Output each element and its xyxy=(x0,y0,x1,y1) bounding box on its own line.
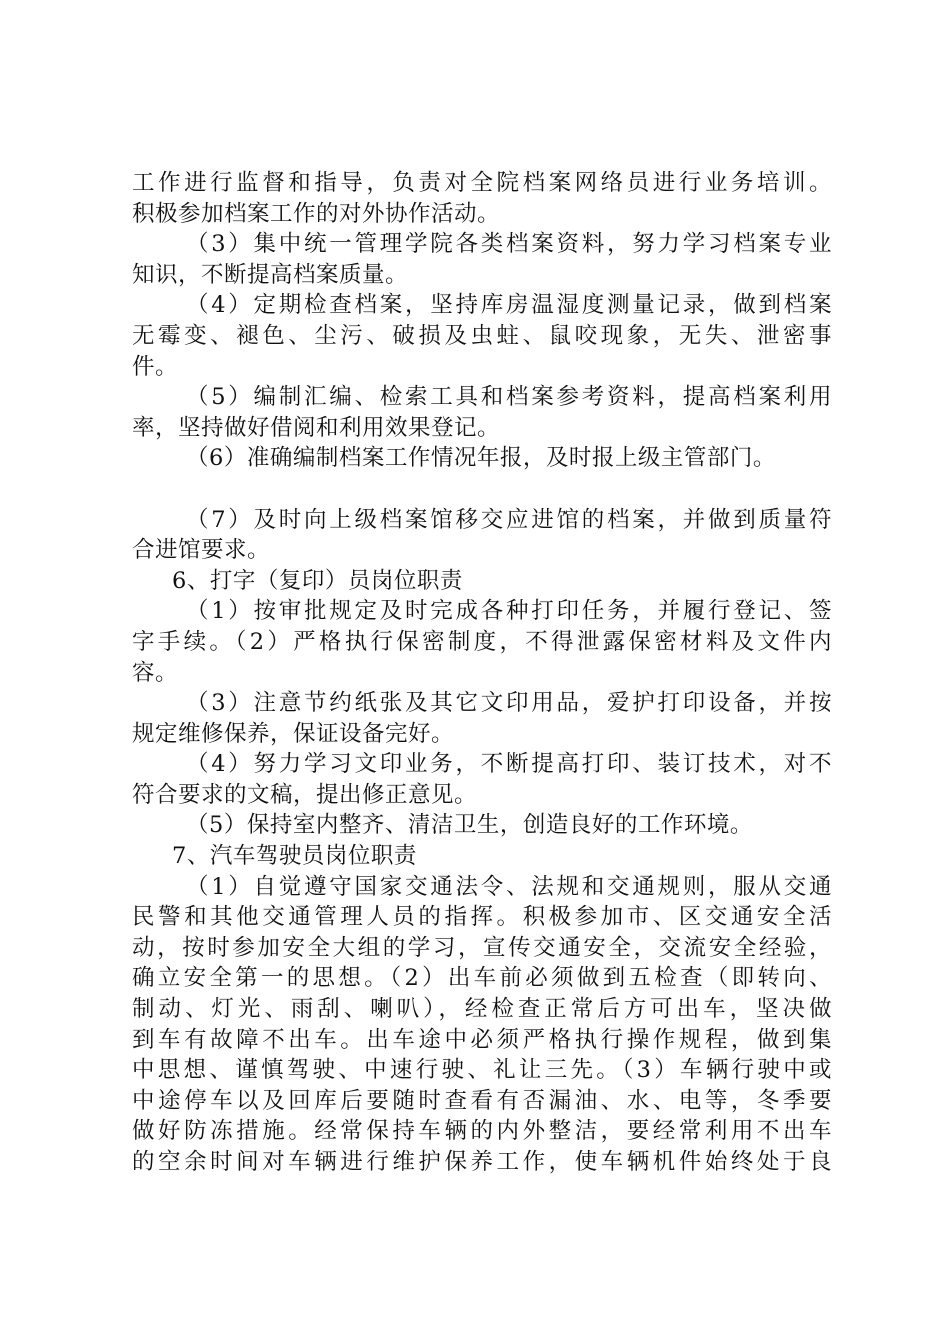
text-line: 的空余时间对车辆进行维护保养工作，使车辆机件始终处于良 xyxy=(132,1149,832,1175)
section-heading: 7、汽车驾驶员岗位职责 xyxy=(172,843,417,870)
blank-line xyxy=(132,474,832,505)
text-line: 容。 xyxy=(132,659,179,686)
text-line: 中思想、谨慎驾驶、中速行驶、礼让三先。（3）车辆行驶中或 xyxy=(132,1057,832,1084)
text-line: （3）集中统一管理学院各类档案资料，努力学习档案专业 xyxy=(186,231,832,258)
section-heading: 6、打字（复印）员岗位职责 xyxy=(172,567,463,594)
document-body xyxy=(132,168,832,1178)
text-line: 规定维修保养，保证设备完好。 xyxy=(132,720,455,747)
text-line: （5）编制汇编、检索工具和档案参考资料，提高档案利用 xyxy=(186,384,832,411)
text-line: 工作进行监督和指导，负责对全院档案网络员进行业务培训。 xyxy=(132,170,832,196)
text-line: （1）按审批规定及时完成各种打印任务，并履行登记、签 xyxy=(186,598,832,625)
text-line: 无霉变、褪色、尘污、破损及虫蛀、鼠咬现象，无失、泄密事 xyxy=(132,322,832,349)
text-line: （3）注意节约纸张及其它文印用品，爱护打印设备，并按 xyxy=(186,690,832,717)
text-line: 知识，不断提高档案质量。 xyxy=(132,261,409,288)
text-line: 率，坚持做好借阅和利用效果登记。 xyxy=(132,414,501,441)
text-line: 制动、灯光、雨刮、喇叭），经检查正常后方可出车，坚决做 xyxy=(132,996,832,1023)
text-line: 做好防冻措施。经常保持车辆的内外整洁，要经常利用不出车 xyxy=(132,1118,832,1145)
text-line: 件。 xyxy=(132,353,179,380)
text-line: （6）准确编制档案工作情况年报，及时报上级主管部门。 xyxy=(186,445,776,472)
text-line: 字手续。（2）严格执行保密制度，不得泄露保密材料及文件内 xyxy=(132,628,832,655)
document-page xyxy=(132,0,832,1344)
text-line: （4）定期检查档案，坚持库房温湿度测量记录，做到档案 xyxy=(186,292,832,319)
text-line: 民警和其他交通管理人员的指挥。积极参加市、区交通安全活 xyxy=(132,904,832,931)
text-line: 合进馆要求。 xyxy=(132,537,271,564)
text-line: 到车有故障不出车。出车途中必须严格执行操作规程，做到集 xyxy=(132,1026,832,1053)
text-line: 符合要求的文稿，提出修正意见。 xyxy=(132,781,478,808)
text-line: （4）努力学习文印业务，不断提高打印、装订技术，对不 xyxy=(186,751,832,778)
text-line: 中途停车以及回库后要随时查看有否漏油、水、电等，冬季要 xyxy=(132,1087,832,1114)
text-line: （5）保持室内整齐、清洁卫生，创造良好的工作环境。 xyxy=(186,812,753,839)
text-line: （7）及时向上级档案馆移交应进馆的档案，并做到质量符 xyxy=(186,506,832,533)
text-line: 动，按时参加安全大组的学习，宣传交通安全，交流安全经验， xyxy=(132,934,832,961)
text-line: （1）自觉遵守国家交通法令、法规和交通规则，服从交通 xyxy=(186,873,832,900)
text-line: 确立安全第一的思想。（2）出车前必须做到五检查（即转向、 xyxy=(132,965,832,992)
text-line: 积极参加档案工作的对外协作活动。 xyxy=(132,200,501,227)
